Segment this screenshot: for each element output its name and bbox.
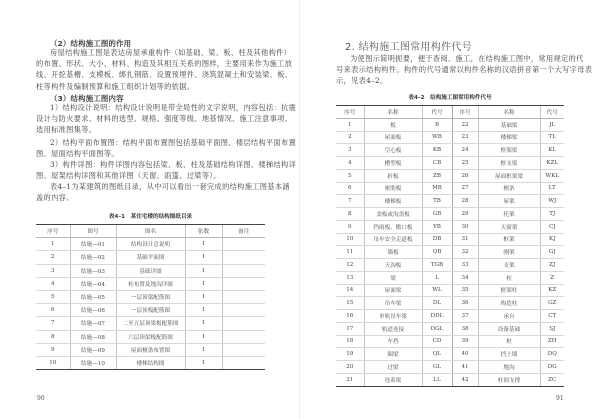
cell-index: 21 (336, 373, 364, 386)
cell-name: 盖板或沟盖板 (364, 208, 422, 221)
member-code-table (336, 105, 564, 387)
cell-name: 檩条 (478, 182, 540, 195)
text-line: 房屋结构施工图是表达房屋承重构件（如基础、梁、板、柱及其他构件） (50, 48, 292, 57)
cell-index: 30 (452, 220, 478, 233)
cell-name: 支架 (478, 259, 540, 272)
heading-structural-drawing-purpose: （2）结构施工图的作用 (50, 39, 132, 48)
cell-sheet-count: 1 (185, 330, 222, 343)
table-header-row (36, 225, 265, 238)
text-line: 盖的内容。 (36, 193, 74, 203)
cell-index: 3 (336, 144, 364, 157)
cell-code: SJ (540, 322, 564, 335)
cell-name: 屋面板 (364, 131, 422, 144)
table-row (36, 264, 265, 277)
heading-structural-drawing-content: （3）结构施工图内容 (50, 94, 124, 103)
cell-index: 10 (336, 233, 364, 246)
cell-sheet-count: 1 (185, 317, 222, 330)
cell-code: QL (422, 348, 452, 361)
cell-drawing-name: 一层顶梁配筋图 (116, 290, 185, 303)
cell-drawing-name: 一层顶板配筋图 (116, 304, 185, 317)
cell-code: GL (422, 361, 452, 374)
cell-index: 9 (336, 220, 364, 233)
cell-code: CB (422, 157, 452, 170)
cell-code: L (422, 271, 452, 284)
cell-index: 36 (452, 297, 478, 310)
cell-code: DL (422, 297, 452, 310)
text-line: 的布置、形状、大小、材料、构造及其相互关系的图样，主要用来作为施工放 (36, 59, 293, 69)
text-line: 示，见表4–2。 (336, 76, 388, 86)
cell-index: 32 (452, 246, 478, 259)
cell-name: 框架 (478, 233, 540, 246)
header-drawing-name: 图名 (116, 225, 185, 238)
cell-code: TGB (422, 259, 452, 272)
cell-drawing-name: 楼梯结构图 (116, 356, 185, 369)
cell-index: 2 (36, 251, 70, 264)
cell-remarks (222, 238, 265, 251)
cell-index: 7 (336, 195, 364, 208)
cell-sheet-count: 1 (185, 277, 222, 290)
cell-drawing-name: 结构设计总说明 (116, 238, 185, 251)
table-row (36, 317, 265, 330)
cell-code: WKL (540, 169, 564, 182)
cell-index: 7 (36, 317, 70, 330)
cell-index: 4 (336, 157, 364, 170)
table-row (336, 169, 564, 182)
table-row (336, 259, 564, 272)
cell-index: 13 (336, 271, 364, 284)
cell-code: ZH (540, 335, 564, 348)
cell-sheet-count: 1 (185, 304, 222, 317)
cell-code: WB (422, 131, 452, 144)
table-row (336, 195, 564, 208)
cell-code: LT (540, 182, 564, 195)
table-row (336, 208, 564, 221)
cell-remarks (222, 330, 265, 343)
table-row (336, 348, 564, 361)
text-line: 为使图示简明扼要，便于查阅、施工，在结构施工图中，常用规定的代 (350, 54, 584, 63)
cell-name: 基础梁 (478, 118, 540, 131)
cell-name: 梁 (364, 271, 422, 284)
cell-name: 屋架 (478, 195, 540, 208)
cell-code: GZ (540, 297, 564, 310)
table-row (336, 246, 564, 259)
cell-index: 6 (36, 304, 70, 317)
cell-index: 23 (452, 131, 478, 144)
cell-remarks (222, 277, 265, 290)
table-row (336, 361, 564, 374)
cell-name: 承台 (478, 310, 540, 323)
cell-code: KB (422, 144, 452, 157)
cell-index: 6 (336, 182, 364, 195)
cell-name: 屋面梁 (364, 284, 422, 297)
cell-name: 天沟板 (364, 259, 422, 272)
cell-code: ZC (540, 373, 564, 386)
header-sheet-count: 张数 (185, 225, 222, 238)
cell-name: 框架梁 (478, 144, 540, 157)
cell-index: 39 (452, 335, 478, 348)
cell-sheet-count: 1 (185, 343, 222, 356)
cell-name: 折板 (364, 169, 422, 182)
table-row (36, 251, 265, 264)
header-code: 代号 (540, 106, 564, 119)
cell-remarks (222, 251, 265, 264)
cell-index: 42 (452, 373, 478, 386)
cell-index: 16 (336, 310, 364, 323)
cell-code: GJ (540, 246, 564, 259)
cell-name: 板 (364, 118, 422, 131)
cell-index: 20 (336, 361, 364, 374)
cell-index: 34 (452, 271, 478, 284)
table-row (36, 238, 265, 251)
text-line: 柱等构件及编制预算和施工组织计划等的依据。 (36, 81, 195, 91)
table-row (336, 118, 564, 131)
cell-code: DG (540, 361, 564, 374)
cell-name: 托架 (478, 208, 540, 221)
cell-index: 40 (452, 348, 478, 361)
cell-remarks (222, 356, 265, 369)
cell-index: 26 (452, 169, 478, 182)
cell-sheet-count: 1 (185, 290, 222, 303)
cell-drawing-no: 结施—03 (70, 264, 116, 277)
cell-name: 框架柱 (478, 284, 540, 297)
cell-index: 5 (336, 169, 364, 182)
cell-sheet-count: 1 (185, 238, 222, 251)
cell-index: 3 (36, 264, 70, 277)
cell-code: WL (422, 284, 452, 297)
cell-name: 构造柱 (478, 297, 540, 310)
table-row (336, 131, 564, 144)
cell-name: 墙板 (364, 246, 422, 259)
cell-code: KZ (540, 284, 564, 297)
table-row (336, 322, 564, 335)
cell-drawing-name: 基础平面图 (116, 251, 185, 264)
cell-sheet-count: 1 (185, 251, 222, 264)
cell-name: 楼梯板 (364, 195, 422, 208)
paragraph-member-details (36, 159, 297, 181)
cell-code: YB (422, 220, 452, 233)
cell-index: 9 (36, 343, 70, 356)
cell-name: 挡雨板、檐口板 (364, 220, 422, 233)
paragraph-plan-layout (36, 137, 297, 159)
cell-name: 天窗架 (478, 220, 540, 233)
cell-drawing-no: 结施—08 (70, 330, 116, 343)
cell-sheet-count: 1 (185, 356, 222, 369)
cell-index: 31 (452, 233, 478, 246)
cell-code: KL (540, 144, 564, 157)
text-line: 图、屋架结构详图和其他详图（天窗、雨篷、过梁等）。 (36, 171, 221, 181)
header-drawing-no: 图号 (70, 225, 116, 238)
cell-name: 单轨吊车梁 (364, 310, 422, 323)
cell-code: ZB (422, 169, 452, 182)
cell-code: TJ (540, 208, 564, 221)
text-line: 3）构件详图：构件详图内容包括梁、板、柱及基础结构详图、楼梯结构详 (50, 160, 297, 169)
table-row (336, 373, 564, 386)
text-line: 图、屋面结构平面图等。 (36, 149, 119, 159)
cell-code: TB (422, 195, 452, 208)
text-line: 2）结构平面布置图：结构平面布置图包括基础平面图、楼层结构平面布置 (50, 138, 297, 147)
cell-drawing-name: 屋面檩条布置图 (116, 343, 185, 356)
cell-index: 37 (452, 310, 478, 323)
cell-code: TL (540, 131, 564, 144)
text-line: 号来表示结构构件。构件的代号通常以构件名称的汉语拼音第一个大写字母表 (336, 65, 593, 75)
table-4-1-caption: 表4–1 某住宅楼的结构图纸目录 (108, 214, 193, 220)
cell-index: 33 (452, 259, 478, 272)
text-line: 选用标准图集等。 (36, 125, 97, 135)
cell-name: 圈梁 (364, 348, 422, 361)
cell-code: CT (540, 310, 564, 323)
cell-index: 14 (336, 284, 364, 297)
cell-drawing-name: 柱布置及地沟详图 (116, 277, 185, 290)
table-4-2-caption: 表4–2 结构施工图常用构件代号 (408, 95, 492, 101)
table-row (336, 233, 564, 246)
cell-drawing-no: 结施—02 (70, 251, 116, 264)
cell-code: Z (540, 271, 564, 284)
cell-name: 空心板 (364, 144, 422, 157)
cell-remarks (222, 343, 265, 356)
cell-code: DQ (540, 348, 564, 361)
cell-remarks (222, 317, 265, 330)
cell-code: ZJ (540, 259, 564, 272)
cell-code: KJ (540, 233, 564, 246)
cell-drawing-no: 结施—05 (70, 290, 116, 303)
paragraph-design-notes (36, 102, 297, 136)
cell-name: 挡土墙 (478, 348, 540, 361)
cell-index: 1 (36, 238, 70, 251)
table-row (336, 144, 564, 157)
page-number-right: 91 (556, 395, 564, 402)
cell-drawing-no: 结施—10 (70, 356, 116, 369)
cell-code: MB (422, 182, 452, 195)
cell-index: 24 (452, 144, 478, 157)
cell-name: 密肋板 (364, 182, 422, 195)
paragraph-purpose (36, 47, 293, 92)
cell-code: GB (422, 208, 452, 221)
header-index: 序号 (36, 225, 70, 238)
table-row (36, 277, 265, 290)
cell-name: 连系梁 (364, 373, 422, 386)
table-row (36, 356, 265, 369)
cell-name: 柱间支撑 (478, 373, 540, 386)
cell-index: 5 (36, 290, 70, 303)
cell-index: 38 (452, 322, 478, 335)
cell-index: 15 (336, 297, 364, 310)
cell-index: 12 (336, 259, 364, 272)
table-row (336, 271, 564, 284)
cell-drawing-no: 结施—04 (70, 277, 116, 290)
cell-sheet-count: 1 (185, 264, 222, 277)
cell-index: 29 (452, 208, 478, 221)
cell-name: 屋面框架梁 (478, 169, 540, 182)
page-number-left: 90 (37, 395, 45, 402)
cell-name: 吊车安全走道板 (364, 233, 422, 246)
cell-code: CD (422, 335, 452, 348)
cell-code: WJ (540, 195, 564, 208)
cell-index: 10 (36, 356, 70, 369)
table-header-row (336, 106, 564, 119)
cell-name: 柱 (478, 271, 540, 284)
header-name: 名称 (364, 106, 422, 119)
section-title-member-codes: 2. 结构施工图常用构件代号 (345, 42, 472, 53)
table-row (336, 182, 564, 195)
cell-index: 11 (336, 246, 364, 259)
cell-remarks (222, 304, 265, 317)
cell-name: 轨道连接 (364, 322, 422, 335)
cell-index: 41 (452, 361, 478, 374)
cell-code: DGL (422, 322, 452, 335)
cell-index: 19 (336, 348, 364, 361)
cell-name: 地沟 (478, 361, 540, 374)
table-row (336, 335, 564, 348)
text-line: 设计与防火要求、材料的选型、规格、强度等级、地基情况、施工注意事项、 (36, 114, 293, 124)
text-line: 线、开挖基槽、支模板、绑扎钢筋、设置预埋件、浇筑混凝土和安装梁、板、 (36, 70, 293, 80)
cell-code: KZL (540, 157, 564, 170)
cell-index: 22 (452, 118, 478, 131)
header-remarks: 备注 (222, 225, 265, 238)
cell-name: 车挡 (364, 335, 422, 348)
cell-index: 18 (336, 335, 364, 348)
cell-index: 8 (336, 208, 364, 221)
paragraph-member-codes (336, 53, 593, 87)
cell-index: 27 (452, 182, 478, 195)
cell-code: QB (422, 246, 452, 259)
cell-code: LL (422, 373, 452, 386)
cell-index: 4 (36, 277, 70, 290)
table-row (336, 284, 564, 297)
cell-index: 2 (336, 131, 364, 144)
cell-index: 8 (36, 330, 70, 343)
cell-name: 桩 (478, 335, 540, 348)
table-row (36, 330, 265, 343)
cell-drawing-no: 结施—06 (70, 304, 116, 317)
cell-drawing-no: 结施—01 (70, 238, 116, 251)
table-row (336, 220, 564, 233)
cell-drawing-name: 基础详图 (116, 264, 185, 277)
cell-index: 35 (452, 284, 478, 297)
cell-drawing-no: 结施—09 (70, 343, 116, 356)
paragraph-table-intro (36, 181, 290, 203)
text-line: 表4–1为某建筑的图纸目录，从中可以看出一套完成的结构施工图基本涵 (50, 182, 290, 191)
cell-index: 28 (452, 195, 478, 208)
cell-name: 吊车梁 (364, 297, 422, 310)
drawing-list-table (36, 224, 265, 370)
cell-drawing-no: 结施—07 (70, 317, 116, 330)
table-row (336, 297, 564, 310)
cell-name: 槽型板 (364, 157, 422, 170)
cell-code: B (422, 118, 452, 131)
cell-name: 框支梁 (478, 157, 540, 170)
cell-name: 刚架 (478, 246, 540, 259)
table-row (336, 310, 564, 323)
cell-code: CJ (540, 220, 564, 233)
table-row (36, 343, 265, 356)
cell-index: 17 (336, 322, 364, 335)
cell-index: 1 (336, 118, 364, 131)
cell-index: 25 (452, 157, 478, 170)
cell-drawing-name: 二至五层顶梁板配筋图 (116, 317, 185, 330)
cell-remarks (222, 290, 265, 303)
cell-name: 设备基础 (478, 322, 540, 335)
header-code: 代号 (422, 106, 452, 119)
table-row (336, 157, 564, 170)
cell-code: JL (540, 118, 564, 131)
cell-remarks (222, 264, 265, 277)
cell-drawing-name: 六层顶梁板配筋图 (116, 330, 185, 343)
header-index: 序号 (336, 106, 364, 119)
cell-code: DB (422, 233, 452, 246)
cell-name: 楼梯梁 (478, 131, 540, 144)
table-row (36, 290, 265, 303)
cell-name: 过梁 (364, 361, 422, 374)
table-row (36, 304, 265, 317)
header-name: 名称 (478, 106, 540, 119)
text-line: 1）结构设计说明：结构设计说明是带全局性的文字说明，内容包括：抗震 (50, 103, 297, 112)
cell-code: DDL (422, 310, 452, 323)
header-index: 序号 (452, 106, 478, 119)
